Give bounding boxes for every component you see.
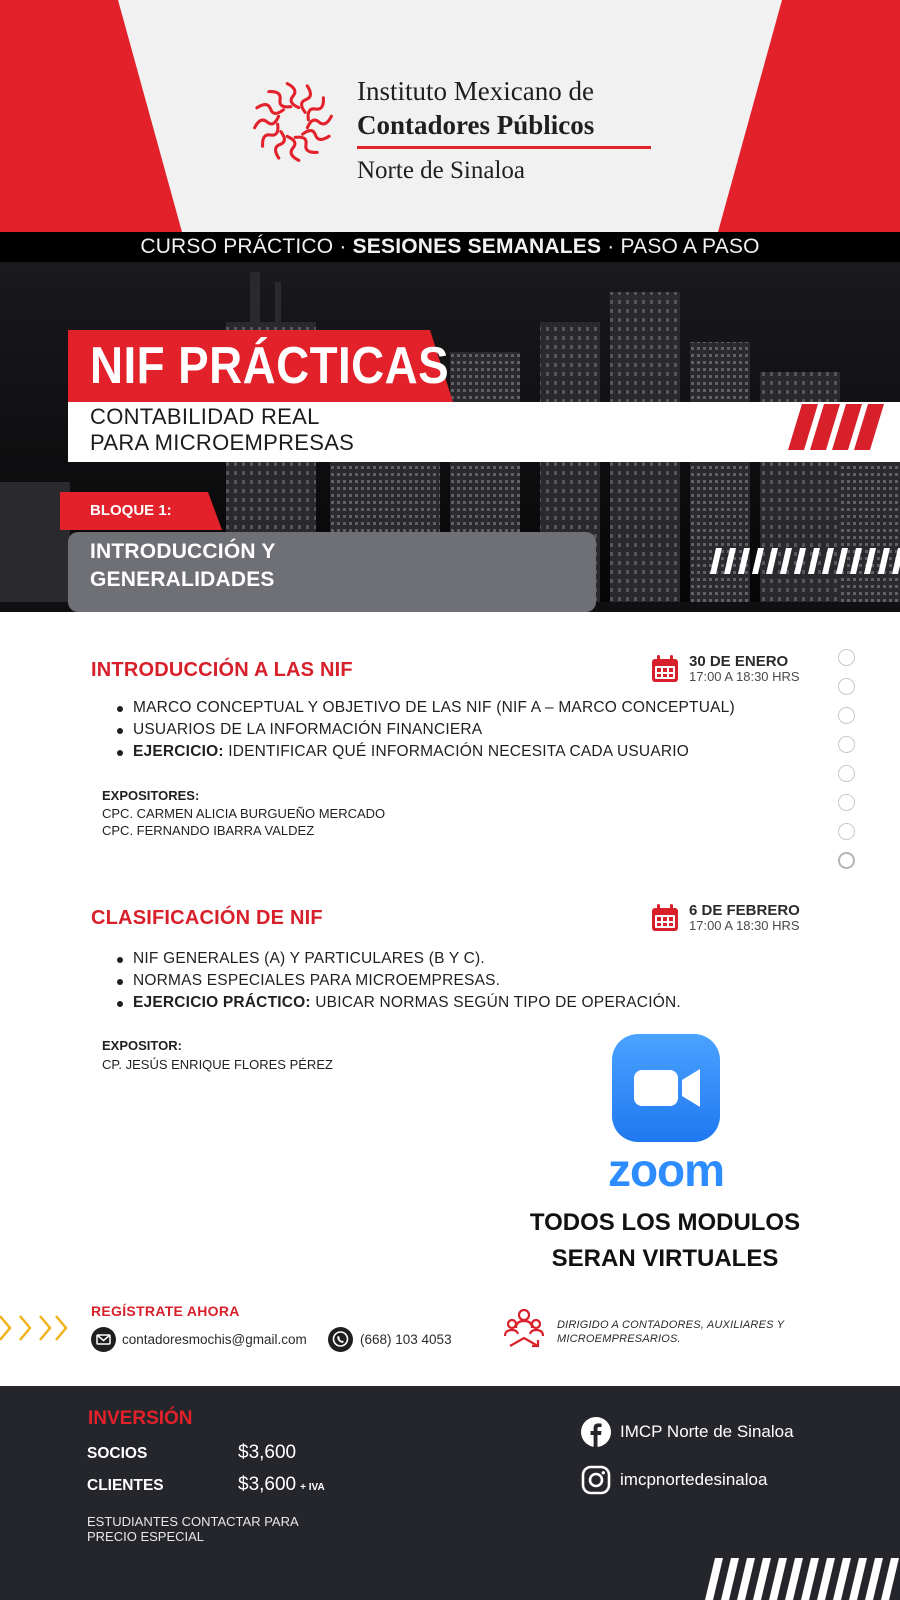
tax-suffix: + IVA (300, 1482, 325, 1493)
list-item: USUARIOS DE LA INFORMACIÓN FINANCIERA (115, 719, 815, 741)
course-subtitle-line2: PARA MICROEMPRESAS (90, 430, 355, 455)
block-title-line1: INTRODUCCIÓN Y (90, 540, 276, 563)
students-note: ESTUDIANTES CONTACTAR PARA PRECIO ESPECIAL (87, 1514, 298, 1544)
investment-title: INVERSIÓN (88, 1408, 193, 1429)
org-name-line2: Contadores Públicos (357, 110, 595, 140)
whatsapp-icon (328, 1327, 353, 1352)
zoom-logo-text (596, 1148, 736, 1194)
list-item: NIF GENERALES (A) Y PARTICULARES (B Y C). (115, 948, 815, 970)
zoom-wordmark: zoom (607, 1148, 725, 1194)
facebook-handle[interactable]: IMCP Norte de Sinaloa (620, 1422, 794, 1441)
org-name-line1: Instituto Mexicano de (357, 76, 594, 106)
clients-price: $3,600 + IVA (238, 1474, 325, 1495)
hero-banner (0, 232, 900, 612)
clients-label: CLIENTES (87, 1477, 164, 1494)
virtual-notice-line2: SERAN VIRTUALES (551, 1245, 779, 1272)
session-1-speaker: CPC. CARMEN ALICIA BURGUEÑO MERCADO (102, 806, 386, 821)
members-label: SOCIOS (87, 1445, 148, 1462)
dot (838, 736, 855, 753)
red-stripes-decoration (788, 404, 884, 450)
session-2-speaker: CP. JESÚS ENRIQUE FLORES PÉREZ (102, 1057, 333, 1072)
register-label: REGÍSTRATE AHORA (91, 1303, 240, 1319)
contact-phone[interactable]: (668) 103 4053 (360, 1332, 452, 1347)
email-icon (91, 1327, 116, 1352)
course-subtitle-line1: CONTABILIDAD REAL (90, 404, 320, 429)
chevrons-decoration (0, 1310, 70, 1346)
block-title-line2: GENERALIDADES (90, 568, 275, 591)
zoom-video-icon (612, 1034, 720, 1142)
dot (838, 765, 855, 782)
tagline-part3: · PASO A PASO (601, 235, 760, 258)
block-title (90, 538, 550, 594)
audience-group-icon (502, 1306, 546, 1350)
footer (0, 1386, 900, 1600)
dot (838, 794, 855, 811)
session-2-topics (115, 948, 815, 1014)
session-2-title: CLASIFICACIÓN DE NIF (91, 907, 323, 929)
list-item: EJERCICIO: IDENTIFICAR QUÉ INFORMACIÓN NECESITA CADA USUARIO (115, 741, 815, 763)
session-1-date: 30 DE ENERO (689, 653, 789, 670)
list-item: NORMAS ESPECIALES PARA MICROEMPRESAS. (115, 970, 815, 992)
imcp-logo-icon (245, 74, 341, 170)
session-1-speaker: CPC. FERNANDO IBARRA VALDEZ (102, 823, 315, 838)
virtual-notice-line1: TODOS LOS MODULOS (529, 1209, 801, 1236)
dot (838, 823, 855, 840)
session-2-speakers-label: EXPOSITOR: (102, 1038, 182, 1053)
tagline-bar (0, 232, 900, 262)
facebook-icon[interactable] (580, 1416, 612, 1448)
tagline-part2: SESIONES SEMANALES (352, 235, 602, 258)
dot (838, 649, 855, 666)
instagram-handle[interactable]: imcpnortedesinaloa (620, 1470, 768, 1489)
header (0, 0, 900, 232)
org-name-divider (357, 146, 651, 149)
session-1-speakers-label: EXPOSITORES: (102, 788, 200, 803)
contact-email[interactable]: contadoresmochis@gmail.com (122, 1332, 307, 1347)
block-label: BLOQUE 1: (90, 502, 172, 519)
org-chapter: Norte de Sinaloa (357, 157, 526, 184)
white-stripes-decoration (710, 548, 900, 574)
list-item: MARCO CONCEPTUAL Y OBJETIVO DE LAS NIF (NIF A – MARCO CONCEPTUAL) (115, 697, 815, 719)
pagination-dots (838, 649, 858, 881)
course-subtitle (90, 404, 354, 456)
virtual-notice (505, 1205, 825, 1277)
white-stripes-decoration (705, 1558, 900, 1600)
dot (838, 852, 855, 869)
dot (838, 707, 855, 724)
instagram-icon[interactable] (580, 1464, 612, 1496)
session-1-time: 17:00 A 18:30 HRS (689, 669, 800, 684)
members-price: $3,600 (238, 1442, 297, 1463)
calendar-icon (650, 903, 680, 933)
session-1-title: INTRODUCCIÓN A LAS NIF (91, 659, 353, 681)
session-1-topics (115, 697, 815, 763)
session-2-date: 6 DE FEBRERO (689, 902, 800, 919)
course-title: NIF PRÁCTICAS (90, 337, 450, 395)
tagline-part1: CURSO PRÁCTICO · (140, 235, 353, 258)
target-audience: DIRIGIDO A CONTADORES, AUXILIARES Y MICROEMPRESARIOS. (557, 1319, 785, 1345)
dot (838, 678, 855, 695)
org-name (357, 74, 657, 187)
session-2-time: 17:00 A 18:30 HRS (689, 918, 800, 933)
calendar-icon (650, 654, 680, 684)
list-item: EJERCICIO PRÁCTICO: UBICAR NORMAS SEGÚN TIPO DE OPERACIÓN. (115, 992, 815, 1014)
